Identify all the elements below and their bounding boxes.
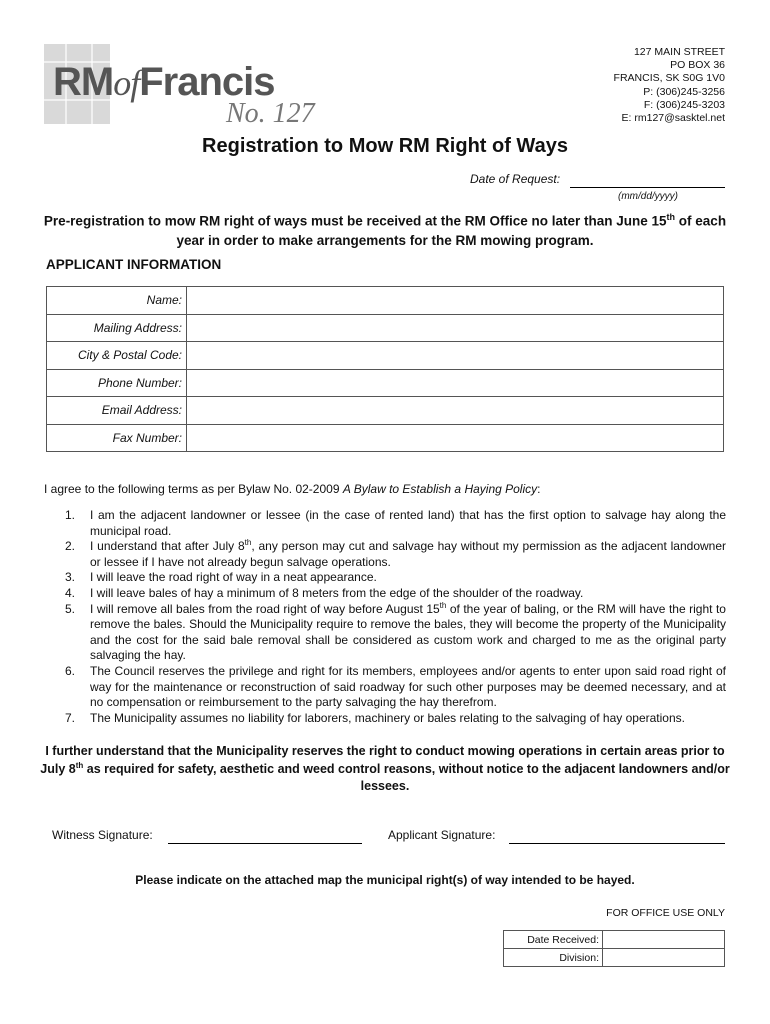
map-instruction: Please indicate on the attached map the municipal right(s) of way intended to be hayed. bbox=[135, 873, 635, 887]
list-item: 2. I understand that after July 8th, any person may cut and salvage hay without my permission as the adjacent landowner or lessee if I have not already begun salvage operations. bbox=[65, 538, 727, 569]
applicant-heading: APPLICANT INFORMATION bbox=[46, 257, 222, 272]
division-label: Division: bbox=[504, 949, 603, 967]
form-title: Registration to Mow RM Right of Ways bbox=[202, 135, 568, 157]
date-received-field[interactable] bbox=[603, 931, 725, 949]
email-field[interactable] bbox=[187, 397, 724, 425]
list-item: 7. The Municipality assumes no liability for laborers, machinery or bales relating to the salvaging of hay operations. bbox=[65, 710, 685, 725]
list-item: 1. I am the adjacent landowner or lessee (in the case of rented land) that has the first option to salvage hay along the municipal road. bbox=[65, 508, 726, 538]
date-received-label: Date Received: bbox=[504, 931, 603, 949]
city-postal-field[interactable] bbox=[187, 342, 724, 370]
address-line: PO BOX 36 bbox=[670, 59, 725, 72]
witness-signature-field[interactable] bbox=[168, 843, 362, 844]
fax-field[interactable] bbox=[187, 424, 724, 452]
fax-label: Fax Number: bbox=[47, 424, 187, 452]
terms-list bbox=[46, 508, 726, 726]
date-request-field[interactable] bbox=[570, 187, 725, 188]
phone-field[interactable] bbox=[187, 369, 724, 397]
bylaw-title: A Bylaw to Establish a Haying Policy bbox=[342, 482, 538, 496]
name-label: Name: bbox=[47, 287, 187, 315]
office-use-heading: FOR OFFICE USE ONLY bbox=[606, 907, 725, 919]
mailing-address-label: Mailing Address: bbox=[47, 314, 187, 342]
logo-of: of bbox=[113, 63, 140, 103]
email-label: Email Address: bbox=[47, 397, 187, 425]
preregistration-notice: Pre-registration to mow RM right of ways must be received at the RM Office no later than June 15th of each year in order to make arrangements for the RM mowing program. bbox=[43, 212, 727, 248]
logo-rm: RM bbox=[53, 60, 114, 104]
list-item: 5. I will remove all bales from the road right of way before August 15th of the year of baling, or the RM will have the right to remove the bales. Should the Municipality require to remove the bales, they will become the property of the Municipality and the cost for the said bale removal shall be considered as custom work and charged to me as the original party salvaging the hay. bbox=[65, 600, 726, 663]
list-item: 4. I will leave bales of hay a minimum of 8 meters from the edge of the shoulder of the roadway. bbox=[65, 585, 584, 600]
address-email: E: rm127@sasktel.net bbox=[621, 112, 725, 125]
list-item: 6. The Council reserves the privilege and right for its members, employees and/or agents to enter upon said road right of way for the maintenance or reconstruction of said roadway for such other purposes may be deemed necessary, and at no compensation or reimbursement to the party salvaging the hay therefrom. bbox=[65, 663, 726, 710]
applicant-table bbox=[46, 286, 724, 452]
phone-label: Phone Number: bbox=[47, 369, 187, 397]
applicant-signature-field[interactable] bbox=[509, 843, 725, 844]
city-postal-label: City & Postal Code: bbox=[47, 342, 187, 370]
office-address bbox=[614, 46, 725, 125]
applicant-signature-label: Applicant Signature: bbox=[388, 828, 496, 842]
office-use-table bbox=[503, 930, 725, 967]
address-phone: P: (306)245-3256 bbox=[643, 85, 725, 98]
agreement-intro: I agree to the following terms as per Bylaw No. 02-2009 A Bylaw to Establish a Haying Policy: bbox=[44, 482, 541, 496]
date-request-label: Date of Request: bbox=[470, 172, 561, 186]
name-field[interactable] bbox=[187, 287, 724, 315]
further-understanding: I further understand that the Municipality reserves the right to conduct mowing operations in certain areas prior to July 8th as required for safety, aesthetic and weed control reasons, without notice to the adjacent landowners and/or lessees. bbox=[40, 744, 730, 793]
witness-signature-label: Witness Signature: bbox=[52, 828, 153, 842]
logo-number: No. 127 bbox=[226, 98, 315, 129]
division-field[interactable] bbox=[603, 949, 725, 967]
list-item: 3. I will leave the road right of way in a neat appearance. bbox=[65, 570, 377, 585]
address-line: 127 MAIN STREET bbox=[633, 46, 725, 58]
mailing-address-field[interactable] bbox=[187, 314, 724, 342]
address-fax: F: (306)245-3203 bbox=[643, 98, 725, 111]
date-format-hint: (mm/dd/yyyy) bbox=[618, 191, 678, 202]
logo-francis: Francis bbox=[139, 60, 275, 104]
address-line: FRANCIS, SK S0G 1V0 bbox=[613, 72, 725, 85]
